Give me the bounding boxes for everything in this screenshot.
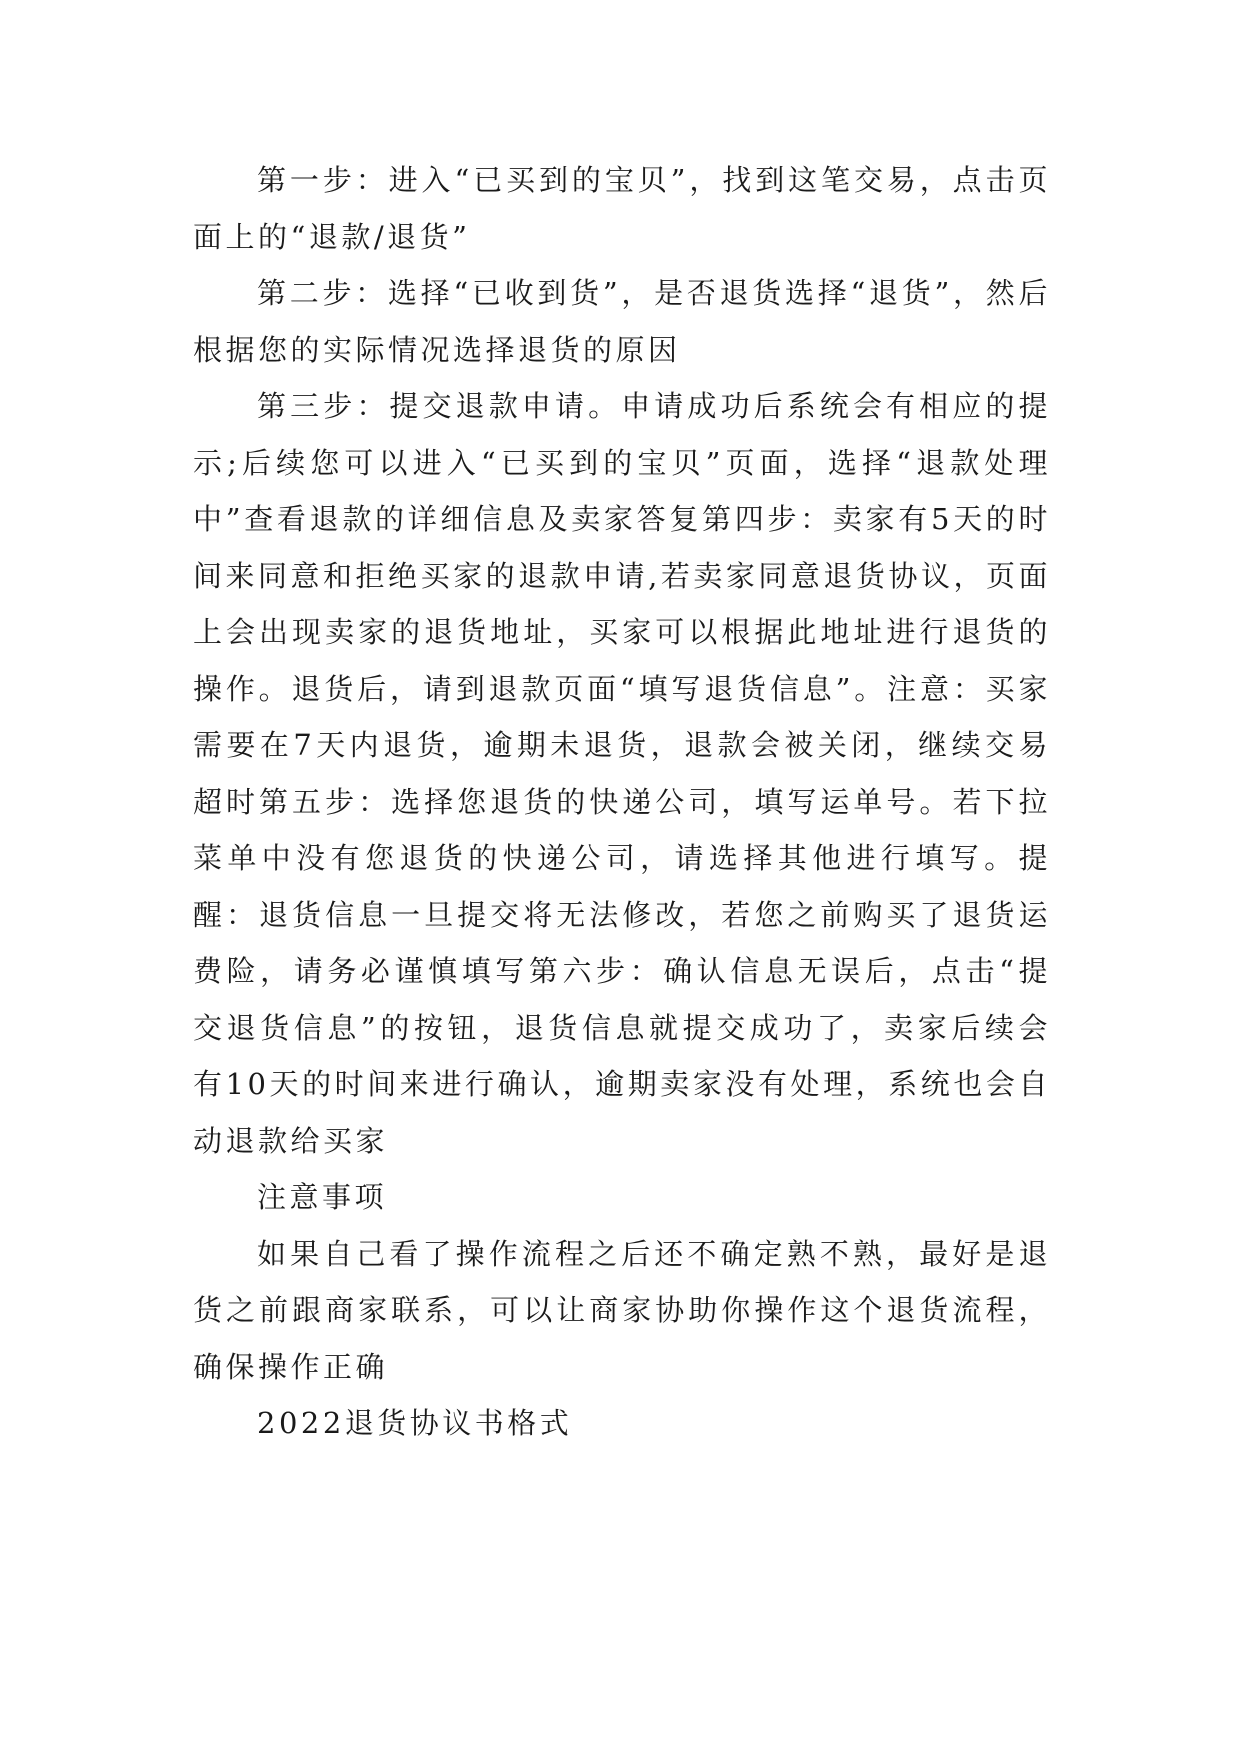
step-one-paragraph: 第一步：进入“已买到的宝贝”，找到这笔交易，点击页面上的“退款/退货” xyxy=(193,163,1051,254)
section-title: 2022退货协议书格式 xyxy=(257,1406,573,1440)
notes-paragraph: 如果自己看了操作流程之后还不确定熟不熟，最好是退货之前跟商家联系，可以让商家协助你操作这个退货流程，确保操作正确 xyxy=(193,1236,1051,1384)
steps-three-to-six-paragraph: 第三步：提交退款申请。申请成功后系统会有相应的提示;后续您可以进入“已买到的宝贝”页面，选择“退款处理中”查看退款的详细信息及卖家答复第四步：卖家有5天的时间来同意和拒绝买家的退款申请,若卖家同意退货协议，页面上会出现卖家的退货地址，买家可以根据此地址进行退货的操作。退货后，请到退款页面“填写退货信息”。注意：买家需要在7天内退货，逾期未退货，退款会被关闭，继续交易超时第五步：选择您退货的快递公司，填写运单号。若下拉菜单中没有您退货的快递公司，请选择其他进行填写。提醒：退货信息一旦提交将无法修改，若您之前购买了退货运费险，请务必谨慎填写第六步：确认信息无误后，点击“提交退货信息”的按钮，退货信息就提交成功了，卖家后续会有10天的时间来进行确认，逾期卖家没有处理，系统也会自动退款给买家 xyxy=(193,389,1051,1158)
notes-heading: 注意事项 xyxy=(257,1180,388,1214)
document-body xyxy=(193,152,1051,1452)
step-two-paragraph: 第二步：选择“已收到货”，是否退货选择“退货”，然后根据您的实际情况选择退货的原因 xyxy=(193,276,1051,367)
